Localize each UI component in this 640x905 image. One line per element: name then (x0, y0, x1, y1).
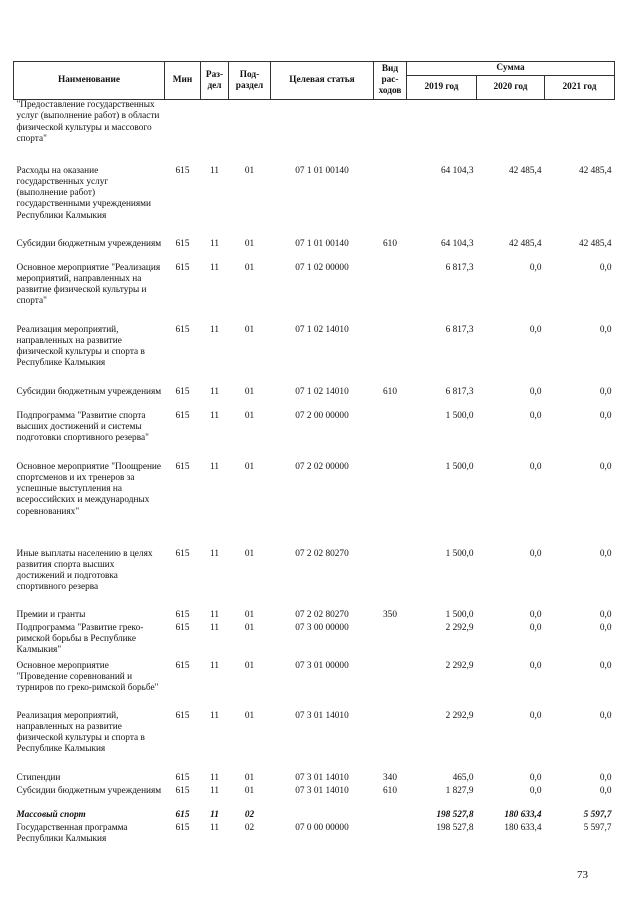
cell-celevaya: 07 3 01 14010 (295, 710, 349, 721)
table-row (14, 610, 615, 623)
table-row (14, 263, 615, 325)
cell-y2020: 42 485,4 (508, 165, 542, 176)
table-row (14, 325, 615, 387)
cell-y2021 (545, 100, 615, 166)
cell-y2021: 0,0 (599, 609, 612, 620)
cell-razdel: 11 (210, 609, 219, 620)
table-row (14, 239, 615, 263)
cell-y2019: 1 500,0 (445, 410, 474, 421)
cell-y2021: 0,0 (599, 386, 612, 397)
cell-name: Реализация мероприятий, направленных на развитие физической культуры и спорта в Республике Калмыкия (16, 710, 145, 755)
cell-min: 615 (175, 609, 190, 620)
cell-y2021: 42 485,4 (578, 165, 612, 176)
cell-name: Субсидии бюджетным учреждениям (16, 238, 162, 249)
cell-min: 615 (175, 548, 190, 559)
cell-y2021: 0,0 (599, 710, 612, 721)
cell-y2020: 0,0 (529, 324, 542, 335)
cell-name: Государственная программа Республики Калмыкия (16, 822, 128, 844)
cell-vid (374, 411, 407, 462)
cell-name: "Предоставление государственных услуг (выполнение работ) в области физической культуры и массового спорта" (16, 100, 160, 144)
cell-y2020: 0,0 (529, 660, 542, 671)
cell-y2019: 1 500,0 (445, 461, 474, 472)
cell-vid (374, 661, 407, 711)
cell-podrazdel: 01 (244, 461, 255, 472)
cell-y2019: 6 817,3 (445, 262, 474, 273)
cell-name: Премии и гранты (16, 609, 86, 620)
cell-name: Массовый спорт (16, 809, 86, 820)
cell-celevaya: 07 1 02 00000 (295, 262, 349, 273)
cell-min (165, 100, 201, 166)
cell-celevaya: 07 2 00 00000 (295, 410, 349, 421)
cell-y2020: 0,0 (529, 609, 542, 620)
page-number: 73 (577, 869, 588, 881)
cell-y2019: 198 527,8 (436, 822, 474, 833)
header-2021: 2021 год (545, 76, 615, 100)
table-header (14, 62, 615, 100)
cell-name: Подпрограмма "Развитие спорта высших достижений и системы подготовки спортивного резерва" (16, 410, 149, 444)
cell-min: 615 (175, 809, 190, 820)
cell-y2021: 0,0 (599, 785, 612, 796)
cell-razdel: 11 (210, 548, 219, 559)
cell-name: Расходы на оказание государственных услуг (выполнение работ) государственными учреждениями Республики Калмыкия (16, 165, 152, 221)
cell-razdel (201, 100, 229, 166)
header-vid: Вид рас-ходов (374, 62, 407, 100)
table-row (14, 810, 615, 823)
cell-razdel: 11 (210, 622, 219, 633)
cell-y2020: 0,0 (529, 461, 542, 472)
cell-y2019: 64 104,3 (440, 238, 474, 249)
cell-y2019: 1 500,0 (445, 548, 474, 559)
cell-vid (374, 263, 407, 325)
cell-vid (374, 166, 407, 239)
cell-min: 615 (175, 461, 190, 472)
cell-y2019: 198 527,8 (436, 809, 474, 820)
cell-y2019: 2 292,9 (445, 710, 474, 721)
table-body (14, 100, 615, 853)
cell-y2021: 0,0 (599, 410, 612, 421)
cell-y2021: 0,0 (599, 660, 612, 671)
cell-y2020: 0,0 (529, 785, 542, 796)
cell-podrazdel: 01 (244, 622, 255, 633)
table-row (14, 623, 615, 661)
cell-razdel: 11 (210, 262, 219, 273)
cell-celevaya: 07 1 02 14010 (295, 324, 349, 335)
header-summa: Сумма (407, 62, 615, 76)
cell-min: 615 (175, 238, 190, 249)
table-row (14, 411, 615, 462)
cell-min: 615 (175, 822, 190, 833)
cell-min: 615 (175, 324, 190, 335)
cell-name: Основное мероприятие "Проведение соревнований и турниров по греко-римской борьбе" (16, 660, 159, 694)
cell-y2020: 0,0 (529, 386, 542, 397)
table-row (14, 166, 615, 239)
cell-vid (374, 711, 407, 773)
cell-vid (374, 462, 407, 549)
cell-min: 615 (175, 165, 190, 176)
cell-podrazdel: 01 (244, 238, 255, 249)
cell-y2019: 465,0 (452, 772, 474, 783)
table-row (14, 462, 615, 549)
cell-razdel: 11 (210, 410, 219, 421)
cell-razdel: 11 (210, 772, 219, 783)
cell-podrazdel: 01 (244, 609, 255, 620)
cell-vid (374, 549, 407, 610)
cell-y2019: 6 817,3 (445, 386, 474, 397)
header-podrazdel: Под-раздел (229, 62, 271, 100)
cell-vid (374, 100, 407, 166)
cell-y2020 (477, 100, 545, 166)
cell-min: 615 (175, 710, 190, 721)
cell-y2021: 0,0 (599, 262, 612, 273)
cell-y2021: 5 597,7 (583, 809, 612, 820)
cell-celevaya: 07 3 00 00000 (295, 622, 349, 633)
table-row (14, 773, 615, 786)
cell-razdel: 11 (210, 660, 219, 671)
cell-razdel: 11 (210, 238, 219, 249)
cell-vid (374, 810, 407, 823)
cell-podrazdel: 01 (244, 660, 255, 671)
cell-podrazdel (229, 100, 271, 166)
table-row (14, 387, 615, 411)
cell-podrazdel: 01 (244, 386, 255, 397)
cell-y2020: 0,0 (529, 622, 542, 633)
cell-celevaya: 07 2 02 80270 (295, 548, 349, 559)
cell-razdel: 11 (210, 822, 219, 833)
cell-razdel: 11 (210, 386, 219, 397)
cell-y2020: 0,0 (529, 410, 542, 421)
cell-y2019: 2 292,9 (445, 660, 474, 671)
cell-min: 615 (175, 262, 190, 273)
cell-podrazdel: 01 (244, 772, 255, 783)
cell-razdel: 11 (210, 710, 219, 721)
cell-celevaya: 07 1 02 14010 (295, 386, 349, 397)
cell-podrazdel: 01 (244, 165, 255, 176)
cell-podrazdel: 02 (244, 822, 255, 833)
header-razdel: Раз-дел (201, 62, 229, 100)
cell-name: Реализация мероприятий, направленных на развитие физической культуры и спорта в Республике Калмыкия (16, 324, 145, 369)
cell-vid: 610 (383, 386, 397, 397)
cell-razdel: 11 (210, 324, 219, 335)
budget-table (13, 61, 615, 853)
cell-y2019: 6 817,3 (445, 324, 474, 335)
cell-y2019: 2 292,9 (445, 622, 474, 633)
cell-celevaya: 07 3 01 14010 (295, 785, 349, 796)
cell-vid: 350 (383, 609, 397, 620)
cell-name: Иные выплаты населению в целях развития спорта высших достижений и подготовка спортивного резерва (16, 548, 153, 593)
table-row (14, 786, 615, 810)
header-name: Наименование (14, 62, 165, 100)
cell-y2021: 0,0 (599, 548, 612, 559)
cell-y2020: 42 485,4 (508, 238, 542, 249)
table-row (14, 549, 615, 610)
cell-vid: 610 (383, 238, 397, 249)
cell-y2019: 1 827,9 (445, 785, 474, 796)
cell-min: 615 (175, 410, 190, 421)
cell-y2021: 42 485,4 (578, 238, 612, 249)
cell-podrazdel: 01 (244, 710, 255, 721)
cell-name: Основное мероприятие "Поощрение спортсменов и их тренеров за успешные выступления на всероссийских и международных соревнованиях" (16, 461, 162, 517)
cell-celevaya: 07 3 01 14010 (295, 772, 349, 783)
cell-celevaya: 07 2 02 00000 (295, 461, 349, 472)
cell-razdel: 11 (210, 785, 219, 796)
cell-y2021: 0,0 (599, 622, 612, 633)
cell-y2019 (407, 100, 477, 166)
cell-min: 615 (175, 622, 190, 633)
cell-y2020: 180 633,4 (504, 822, 542, 833)
cell-celevaya (271, 810, 374, 823)
cell-vid: 610 (383, 785, 397, 796)
cell-min: 615 (175, 660, 190, 671)
cell-podrazdel: 01 (244, 262, 255, 273)
cell-vid: 340 (383, 772, 397, 783)
cell-vid (374, 325, 407, 387)
cell-celevaya: 07 0 00 00000 (295, 822, 349, 833)
cell-y2020: 0,0 (529, 262, 542, 273)
cell-celevaya: 07 1 01 00140 (295, 165, 349, 176)
header-2020: 2020 год (477, 76, 545, 100)
cell-celevaya: 07 3 01 00000 (295, 660, 349, 671)
cell-y2019: 1 500,0 (445, 609, 474, 620)
cell-vid (374, 823, 407, 853)
header-celevaya: Целевая статья (271, 62, 374, 100)
header-2019: 2019 год (407, 76, 477, 100)
cell-podrazdel: 02 (244, 809, 255, 820)
cell-podrazdel: 01 (244, 410, 255, 421)
cell-y2020: 0,0 (529, 772, 542, 783)
cell-name: Стипендии (16, 772, 61, 783)
cell-y2019: 64 104,3 (440, 165, 474, 176)
cell-name: Основное мероприятие "Реализация мероприятий, направленных на развитие физической культуры и спорта" (16, 262, 161, 307)
table-row (14, 100, 615, 166)
cell-name: Субсидии бюджетным учреждениям (16, 785, 162, 796)
cell-y2021: 0,0 (599, 772, 612, 783)
cell-y2021: 5 597,7 (583, 822, 612, 833)
cell-y2021: 0,0 (599, 461, 612, 472)
cell-y2020: 180 633,4 (504, 809, 542, 820)
cell-podrazdel: 01 (244, 548, 255, 559)
cell-celevaya: 07 2 02 80270 (295, 609, 349, 620)
cell-razdel: 11 (210, 809, 219, 820)
cell-name: Субсидии бюджетным учреждениям (16, 386, 162, 397)
cell-y2020: 0,0 (529, 548, 542, 559)
cell-razdel: 11 (210, 165, 219, 176)
cell-podrazdel: 01 (244, 785, 255, 796)
cell-min: 615 (175, 772, 190, 783)
cell-celevaya: 07 1 01 00140 (295, 238, 349, 249)
header-min: Мин (165, 62, 201, 100)
table-row (14, 661, 615, 711)
cell-razdel: 11 (210, 461, 219, 472)
table-row (14, 823, 615, 853)
cell-min: 615 (175, 386, 190, 397)
cell-y2021: 0,0 (599, 324, 612, 335)
cell-name: Подпрограмма "Развитие греко-римской борьбы в Республике Калмыкия" (16, 622, 144, 656)
cell-podrazdel: 01 (244, 324, 255, 335)
cell-vid (374, 623, 407, 661)
cell-y2020: 0,0 (529, 710, 542, 721)
cell-celevaya (271, 100, 374, 166)
cell-min: 615 (175, 785, 190, 796)
table-row (14, 711, 615, 773)
